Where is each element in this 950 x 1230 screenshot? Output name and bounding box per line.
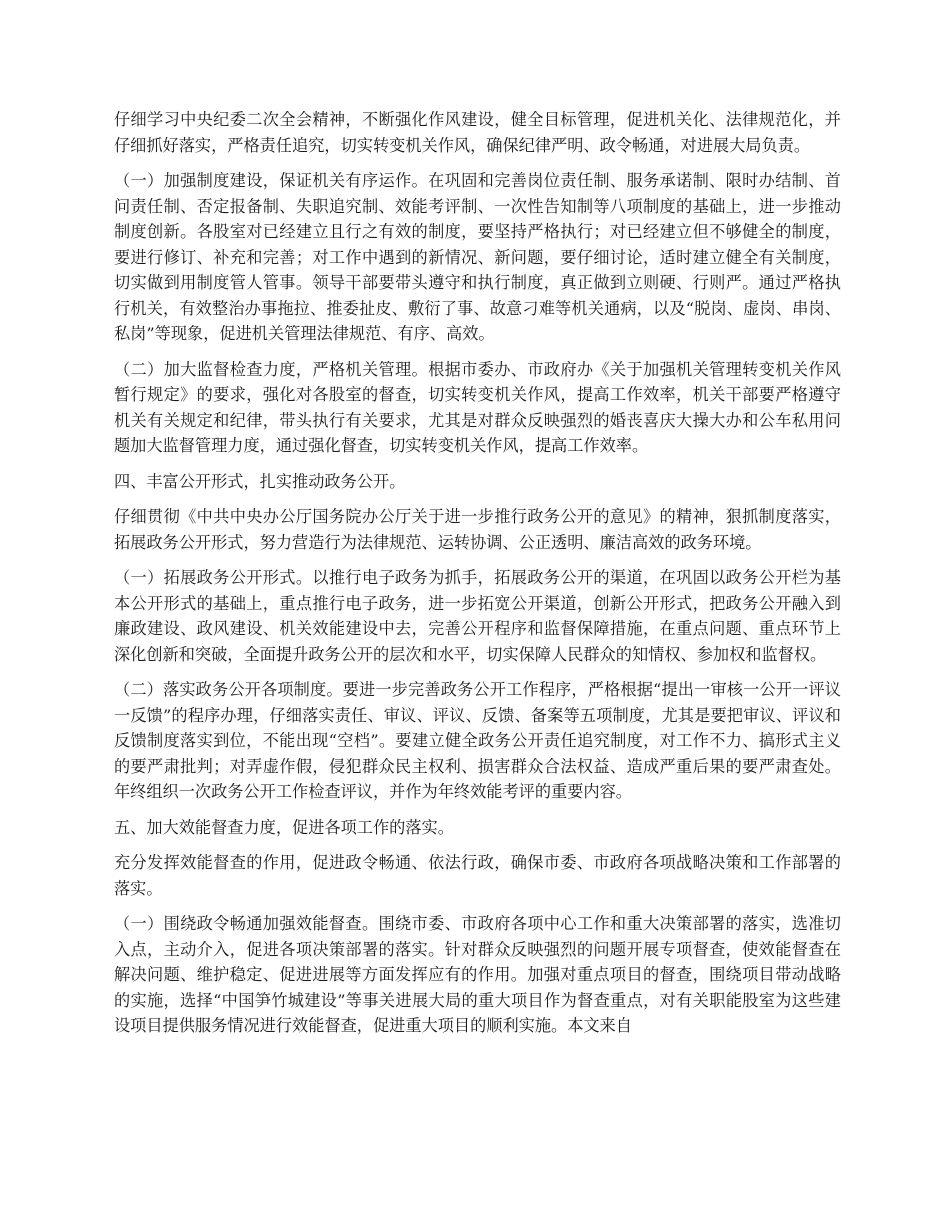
paragraph-intro: 仔细学习中央纪委二次全会精神，不断强化作风建设，健全目标管理，促进机关化、法律规范化，并仔细抓好落实，严格责任追究，切实转变机关作风，确保纪律严明、政令畅通，对进展大局负责。 (114, 110, 841, 155)
paragraph-efficiency-supervision: （一）围绕政令畅通加强效能督查。围绕市委、市政府各项中心工作和重大决策部署的落实，选准切入点，主动介入，促进各项决策部署的落实。针对群众反映强烈的问题开展专项督查，使效能督查在解决问题、维护稳定、促进进展等方面发挥应有的作用。加强对重点项目的督查，围绕项目带动战略的实施，选择“中国笋竹城建设”等事关进展大局的重大项目作为督查重点，对有关职能股室为这些建设项目提供服务情况进行效能督查，促进重大项目的顺利实施。本文来自 (114, 914, 841, 1035)
paragraph-gov-affairs-intro: 仔细贯彻《中共中央办公厅国务院办公厅关于进一步推行政务公开的意见》的精神，狠抓制度落实，拓展政务公开形式，努力营造行为法律规范、运转协调、公正透明、廉洁高效的政务环境。 (114, 507, 841, 552)
paragraph-openness-systems: （二）落实政务公开各项制度。要进一步完善政务公开工作程序，严格根据“提出一审核一公开一评议一反馈”的程序办理，仔细落实责任、审议、评议、反馈、备案等五项制度，尤其是要把审议、评议和反馈制度落实到位，不能出现“空档”。要建立健全政务公开责任追究制度，对工作不力、搞形式主义的要严肃批判；对弄虚作假，侵犯群众民主权利、损害群众合法权益、造成严重后果的要严肃查处。年终组织一次政务公开工作检查评议，并作为年终效能考评的重要内容。 (114, 680, 841, 801)
document-body (114, 107, 841, 1049)
paragraph-supervision: （二）加大监督检查力度，严格机关管理。根据市委办、市政府办《关于加强机关管理转变机关作风暂行规定》的要求，强化对各股室的督查，切实转变机关作风，提高工作效率，机关干部要严格遵守机关有关规定和纪律，带头执行有关要求，尤其是对群众反映强烈的婚丧喜庆大操大办和公车私用问题加大监督管理力度，通过强化督查，切实转变机关作风，提高工作效率。 (114, 359, 841, 455)
paragraph-efficiency-intro: 充分发挥效能督查的作用，促进政令畅通、依法行政，确保市委、市政府各项战略决策和工作部署的落实。 (114, 853, 841, 898)
paragraph-system-building: （一）加强制度建设，保证机关有序运作。在巩固和完善岗位责任制、服务承诺制、限时办结制、首问责任制、否定报备制、失职追究制、效能考评制、一次性告知制等八项制度的基础上，进一步推动制度创新。各股室对已经建立且行之有效的制度，要坚持严格执行；对已经建立但不够健全的制度，要进行修订、补充和完善；对工作中遇到的新情况、新问题，要仔细讨论，适时建立健全有关制度，切实做到用制度管人管事。领导干部要带头遵守和执行制度，真正做到立则硬、行则严。通过严格执行机关，有效整治办事拖拉、推委扯皮、敷衍了事、故意刁难等机关通病，以及“脱岗、虚岗、串岗、私岗”等现象，促进机关管理法律规范、有序、高效。 (114, 171, 841, 343)
section-heading-5: 五、加大效能督查力度，促进各项工作的落实。 (114, 817, 454, 837)
paragraph-expand-openness: （一）拓展政务公开形式。以推行电子政务为抓手，拓展政务公开的渠道，在巩固以政务公开栏为基本公开形式的基础上，重点推行电子政务，进一步拓宽公开渠道，创新公开形式，把政务公开融入到廉政建设、政风建设、机关效能建设中去，完善公开程序和监督保障措施，在重点问题、重点环节上深化创新和突破，全面提升政务公开的层次和水平，切实保障人民群众的知情权、参加权和监督权。 (114, 568, 841, 664)
section-heading-4: 四、丰富公开形式，扎实推动政务公开。 (114, 471, 406, 491)
